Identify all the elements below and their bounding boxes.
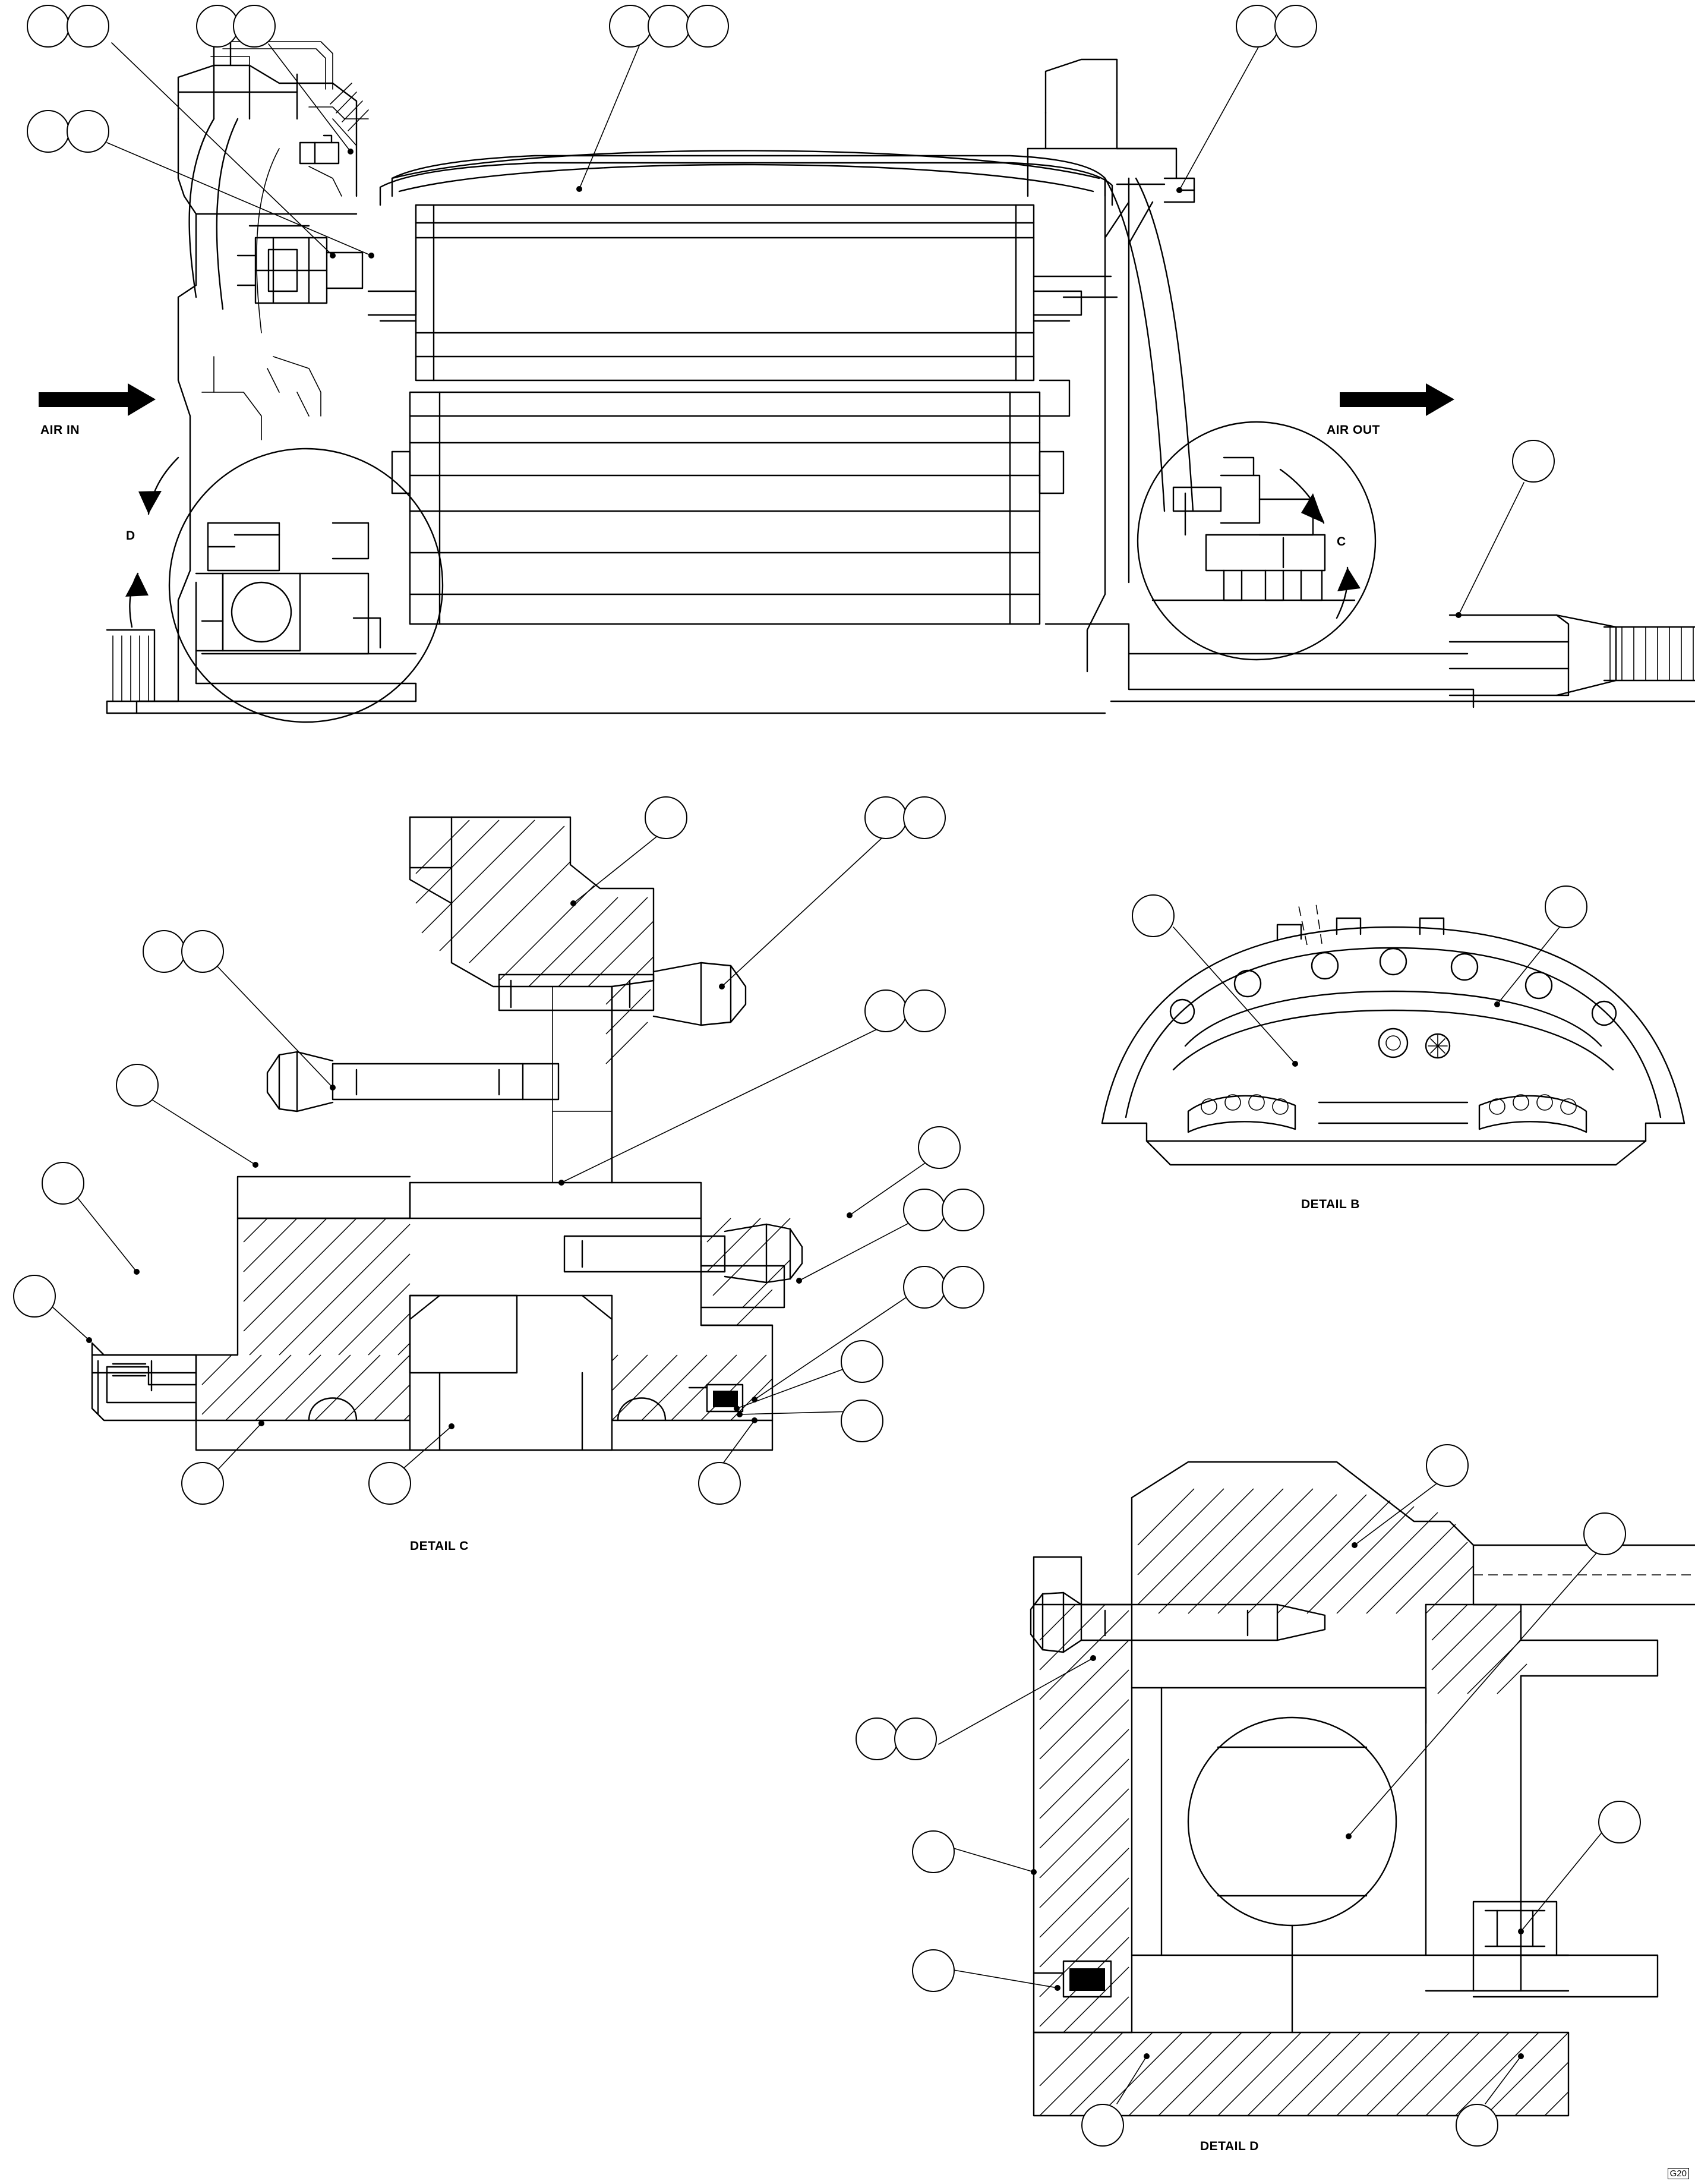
callout-balloon[interactable] [27,5,70,48]
callout-balloon[interactable] [903,796,946,839]
leader-terminator-dot [1456,612,1462,618]
callout-balloon[interactable] [13,1275,56,1318]
leader-line [151,1099,255,1165]
callout-balloon[interactable] [1598,1801,1641,1843]
callout-balloon[interactable] [903,1266,946,1309]
leader-terminator-dot [258,1420,264,1426]
leader-terminator-dot [348,149,353,155]
leader-line [1173,927,1295,1064]
section-c-label: C [1337,535,1346,549]
leader-terminator-dot [1055,1985,1060,1991]
callout-balloon[interactable] [143,930,185,973]
leader-line [1459,483,1524,615]
callout-balloon[interactable] [27,110,70,153]
leader-terminator-dot [1352,1542,1358,1548]
callout-balloon[interactable] [698,1462,741,1505]
leader-terminator-dot [1518,2053,1524,2059]
leader-terminator-dot [368,253,374,259]
leader-line [1355,1483,1438,1545]
callout-balloon[interactable] [856,1717,898,1760]
leader-terminator-dot [1144,2053,1150,2059]
callout-balloon[interactable] [841,1340,883,1383]
leader-terminator-dot [737,1411,743,1417]
leader-terminator-dot [570,900,576,906]
callout-balloon[interactable] [894,1717,937,1760]
callout-balloon[interactable] [368,1462,411,1505]
callout-balloon[interactable] [912,1830,955,1873]
detail-b-view [1102,903,1684,1165]
leader-line [573,832,662,903]
callout-balloon[interactable] [1456,2104,1498,2147]
leader-terminator-dot [86,1337,92,1343]
leader-terminator-dot [734,1405,740,1411]
leader-line [755,1296,909,1400]
callout-balloon[interactable] [1545,885,1587,928]
callout-balloon[interactable] [864,989,907,1032]
leader-terminator-dot [796,1278,802,1284]
leader-line [214,1423,261,1474]
callout-balloon[interactable] [116,1064,159,1107]
leader-terminator-dot [1518,1928,1524,1934]
leader-terminator-dot [558,1180,564,1186]
callout-balloon[interactable] [609,5,652,48]
detail-c-title: DETAIL C [410,1539,469,1553]
callout-balloon[interactable] [942,1266,984,1309]
callout-balloon[interactable] [1274,5,1317,48]
air-in-arrow [39,383,156,416]
leader-line [107,143,371,256]
detail-c-view [92,817,802,1450]
callout-balloon[interactable] [1081,2104,1124,2147]
leader-line [722,835,885,987]
callout-balloon[interactable] [918,1126,961,1169]
leader-terminator-dot [330,253,336,259]
leader-line [77,1197,137,1272]
leader-line [561,1028,879,1183]
callout-balloon[interactable] [942,1189,984,1231]
detail-d-view [1031,1462,1695,2116]
detail-b-title: DETAIL B [1301,1197,1360,1211]
leader-line [214,963,333,1088]
leader-terminator-dot [134,1269,140,1275]
callout-balloon[interactable] [1512,440,1555,483]
leader-terminator-dot [1031,1869,1037,1875]
leader-terminator-dot [449,1423,454,1429]
leader-line [1179,45,1260,190]
air-out-label: AIR OUT [1327,423,1380,437]
air-in-label: AIR IN [40,423,80,437]
callout-balloon[interactable] [912,1949,955,1992]
main-sectional-view [39,29,1695,722]
leader-line [1521,1833,1601,1931]
leader-line [722,1420,755,1465]
callout-balloon[interactable] [1236,5,1279,48]
callout-balloon[interactable] [1426,1444,1469,1487]
leader-terminator-dot [1494,1001,1500,1007]
callout-balloon[interactable] [841,1400,883,1442]
leader-line [799,1223,909,1281]
callout-balloon[interactable] [67,5,109,48]
callout-balloon[interactable] [648,5,690,48]
callout-balloon[interactable] [67,110,109,153]
callout-balloon[interactable] [1132,894,1175,937]
callout-balloon[interactable] [233,5,276,48]
callout-balloon[interactable] [42,1162,84,1205]
leader-terminator-dot [1292,1061,1298,1067]
leader-line [740,1411,853,1414]
leader-terminator-dot [752,1417,757,1423]
leader-line [939,1658,1093,1744]
sheet-corner-code: G20 [1668,2168,1689,2179]
leader-line [46,1301,89,1340]
leader-terminator-dot [330,1085,336,1091]
leader-line [954,1848,1034,1872]
callout-balloon[interactable] [181,930,224,973]
air-out-arrow [1340,383,1454,416]
callout-balloon[interactable] [645,796,687,839]
callout-balloon[interactable] [864,796,907,839]
leader-terminator-dot [847,1212,853,1218]
leader-line [269,44,351,152]
leader-terminator-dot [1346,1833,1352,1839]
callout-balloon[interactable] [181,1462,224,1505]
callout-balloon[interactable] [1583,1512,1626,1555]
leader-terminator-dot [1176,187,1182,193]
leader-terminator-dot [576,186,582,192]
callout-balloon[interactable] [903,989,946,1032]
leader-terminator-dot [1090,1655,1096,1661]
callout-balloon[interactable] [686,5,729,48]
section-d-label: D [126,529,135,543]
detail-d-title: DETAIL D [1200,2139,1259,2153]
leader-terminator-dot [252,1162,258,1168]
leader-terminator-dot [719,984,725,989]
callout-balloon[interactable] [903,1189,946,1231]
